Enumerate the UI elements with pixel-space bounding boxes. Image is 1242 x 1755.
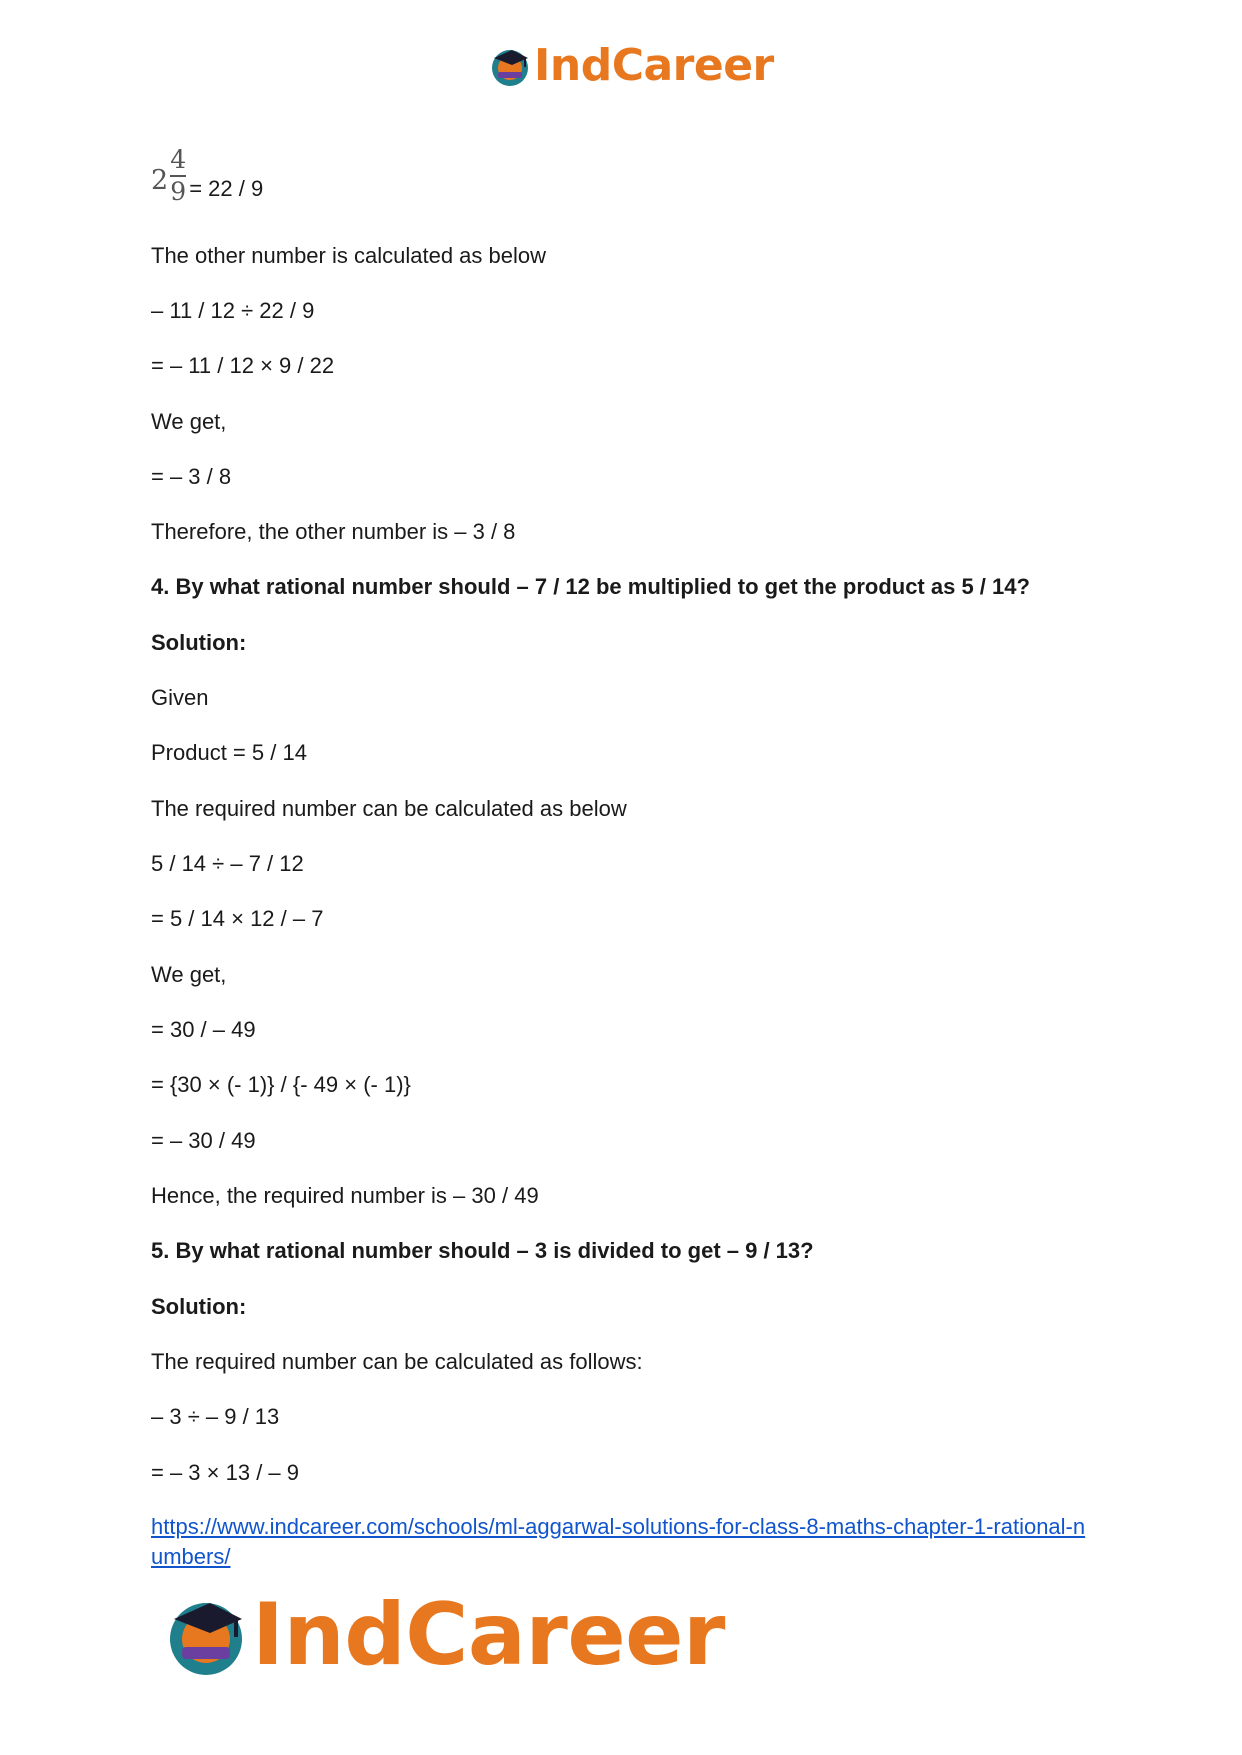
text-line: The other number is calculated as below (151, 243, 546, 268)
text-line: = 5 / 14 × 12 / – 7 (151, 906, 324, 931)
text-line: We get, (151, 962, 227, 987)
solution-heading: Solution: (151, 630, 247, 655)
text-line: Hence, the required number is – 30 / 49 (151, 1183, 539, 1208)
question-heading: 4. By what rational number should – 7 / 12 be multiplied to get the product as 5 / 14? (151, 574, 1030, 599)
header-logo (488, 38, 774, 94)
text-line: The required number can be calculated as below (151, 796, 627, 821)
footer-logo (162, 1580, 725, 1690)
footer-logo-text: IndCareer (252, 1585, 725, 1685)
fraction-denominator: 9 (170, 177, 187, 206)
text-line: – 11 / 12 ÷ 22 / 9 (151, 298, 315, 323)
text-line: = 30 / – 49 (151, 1017, 256, 1042)
text-line: = – 3 / 8 (151, 464, 232, 489)
text-line: Product = 5 / 14 (151, 740, 307, 765)
text-line: Therefore, the other number is – 3 / 8 (151, 519, 516, 544)
text-line: The required number can be calculated as follows: (151, 1349, 643, 1374)
text-line: – 3 ÷ – 9 / 13 (151, 1404, 280, 1429)
text-line: = {30 × (- 1)} / {- 49 × (- 1)} (151, 1072, 411, 1097)
header-logo-text: IndCareer (534, 40, 774, 91)
graduation-cap-logo-icon (488, 44, 532, 88)
solution-heading: Solution: (151, 1294, 247, 1319)
question-heading: 5. By what rational number should – 3 is divided to get – 9 / 13? (151, 1238, 814, 1263)
graduation-cap-logo-icon (162, 1591, 250, 1679)
text-line: 5 / 14 ÷ – 7 / 12 (151, 851, 304, 876)
text-line: = – 3 × 13 / – 9 (151, 1460, 300, 1485)
source-link[interactable]: https://www.indcareer.com/schools/ml-aggarwal-solutions-for-class-8-maths-chapter-1-rational-numbers/ (151, 1514, 1086, 1569)
fraction (170, 145, 187, 206)
mixed-fraction-whole: 2 (151, 165, 169, 196)
mixed-fraction-expression (151, 145, 264, 206)
text-line: We get, (151, 409, 227, 434)
text-line: = – 30 / 49 (151, 1128, 256, 1153)
text-line: = – 11 / 12 × 9 / 22 (151, 353, 335, 378)
text-line: Given (151, 685, 209, 710)
mixed-fraction-result: = 22 / 9 (189, 176, 264, 201)
fraction-numerator: 4 (170, 145, 187, 174)
